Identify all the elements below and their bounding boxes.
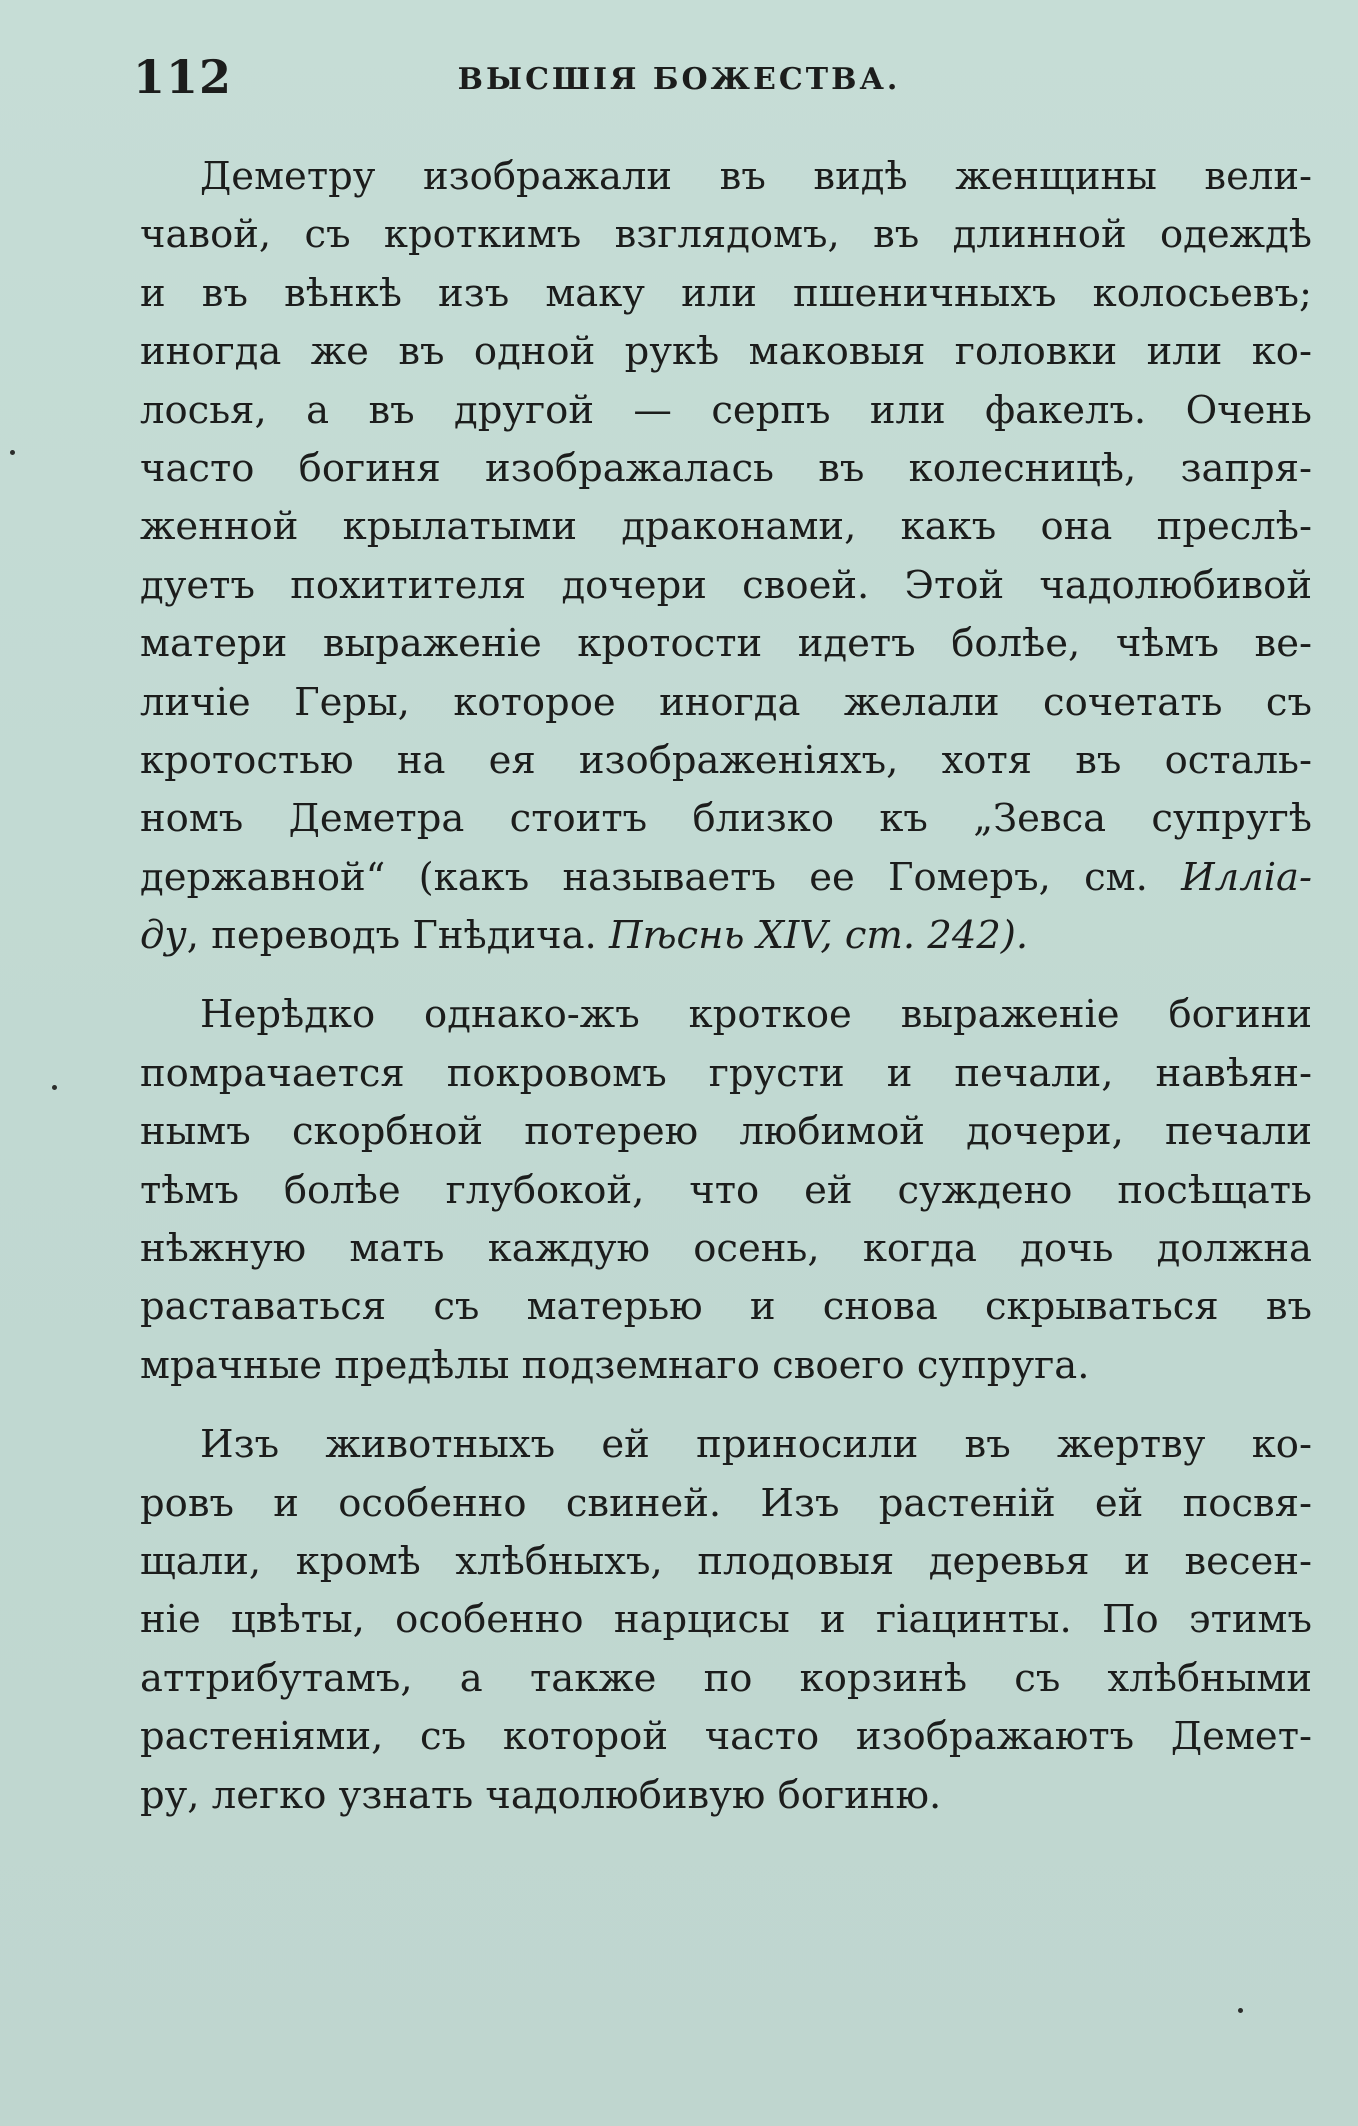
text-line: мрачные предѣлы подземнаго своего супруга. xyxy=(140,1342,1090,1388)
text-line: помрачается покровомъ грусти и печали, навѣян- xyxy=(140,1050,1312,1096)
text-line: растеніями, съ которой часто изображаютъ Демет- xyxy=(140,1714,1312,1760)
paper-speck xyxy=(10,450,15,455)
text-line: Изъ животныхъ ей приносили въ жертву ко- xyxy=(200,1422,1312,1468)
text-line: кротостью на ея изображеніяхъ, хотя въ осталь- xyxy=(140,737,1312,783)
text-line: тѣмъ болѣе глубокой, что ей суждено посѣщать xyxy=(140,1167,1312,1213)
text-line: номъ Деметра стоитъ близко къ „Зевса супругѣ xyxy=(140,796,1312,842)
text-line-with-italic xyxy=(140,907,1312,965)
text-line: лосья, а въ другой — серпъ или факелъ. Очень xyxy=(140,387,1312,433)
italic-title-fragment: ду xyxy=(140,913,187,959)
italic-title-fragment: Илліа- xyxy=(1181,854,1312,900)
paper-speck xyxy=(52,1085,57,1090)
text-line: раставаться съ матерью и снова скрываться въ xyxy=(140,1284,1312,1330)
text-line: ровъ и особенно свиней. Изъ растеній ей посвя- xyxy=(140,1480,1312,1526)
text-fragment: державной“ (какъ называетъ ее Гомеръ, см. xyxy=(140,854,1148,900)
text-line: женной крылатыми драконами, какъ она преслѣ- xyxy=(140,504,1312,550)
text-line: ніе цвѣты, особенно нарцисы и гіацинты. По этимъ xyxy=(140,1597,1312,1643)
running-title: ВЫСШІЯ БОЖЕСТВА. xyxy=(457,62,901,97)
text-line: нымъ скорбной потерею любимой дочери, печали xyxy=(140,1109,1312,1155)
body-text xyxy=(140,148,1312,1825)
text-line: Деметру изображали въ видѣ женщины вели- xyxy=(200,154,1312,199)
page-number: 112 xyxy=(133,50,233,104)
text-line: дуетъ похитителя дочери своей. Этой чадолюбивой xyxy=(140,562,1312,608)
paragraph-3 xyxy=(140,1416,1312,1825)
text-line-with-italic xyxy=(140,849,1312,907)
text-line: чавой, съ кроткимъ взглядомъ, въ длинной одеждѣ xyxy=(140,212,1312,258)
text-line: нѣжную мать каждую осень, когда дочь должна xyxy=(140,1226,1312,1272)
paragraph-2 xyxy=(140,986,1312,1395)
text-line: часто богиня изображалась въ колесницѣ, запря- xyxy=(140,445,1312,491)
text-line: личіе Геры, которое иногда желали сочетать съ xyxy=(140,679,1312,725)
text-line: щали, кромѣ хлѣбныхъ, плодовыя деревья и весен- xyxy=(140,1538,1312,1584)
paper-speck xyxy=(1238,2008,1243,2013)
text-line: и въ вѣнкѣ изъ маку или пшеничныхъ колосьевъ; xyxy=(140,270,1312,316)
text-line: аттрибутамъ, а также по корзинѣ съ хлѣбными xyxy=(140,1655,1312,1701)
text-line: Нерѣдко однако-жъ кроткое выраженіе богини xyxy=(200,992,1312,1038)
text-fragment: , переводъ Гнѣдича. xyxy=(186,913,597,959)
text-line: ру, легко узнать чадолюбивую богиню. xyxy=(140,1772,942,1818)
text-line: иногда же въ одной рукѣ маковыя головки или ко- xyxy=(140,329,1312,375)
paragraph-1 xyxy=(140,148,1312,965)
text-line: матери выраженіе кротости идетъ болѣе, чѣмъ ве- xyxy=(140,621,1312,667)
italic-citation: Пѣснь XIV, ст. 242). xyxy=(609,913,1029,959)
